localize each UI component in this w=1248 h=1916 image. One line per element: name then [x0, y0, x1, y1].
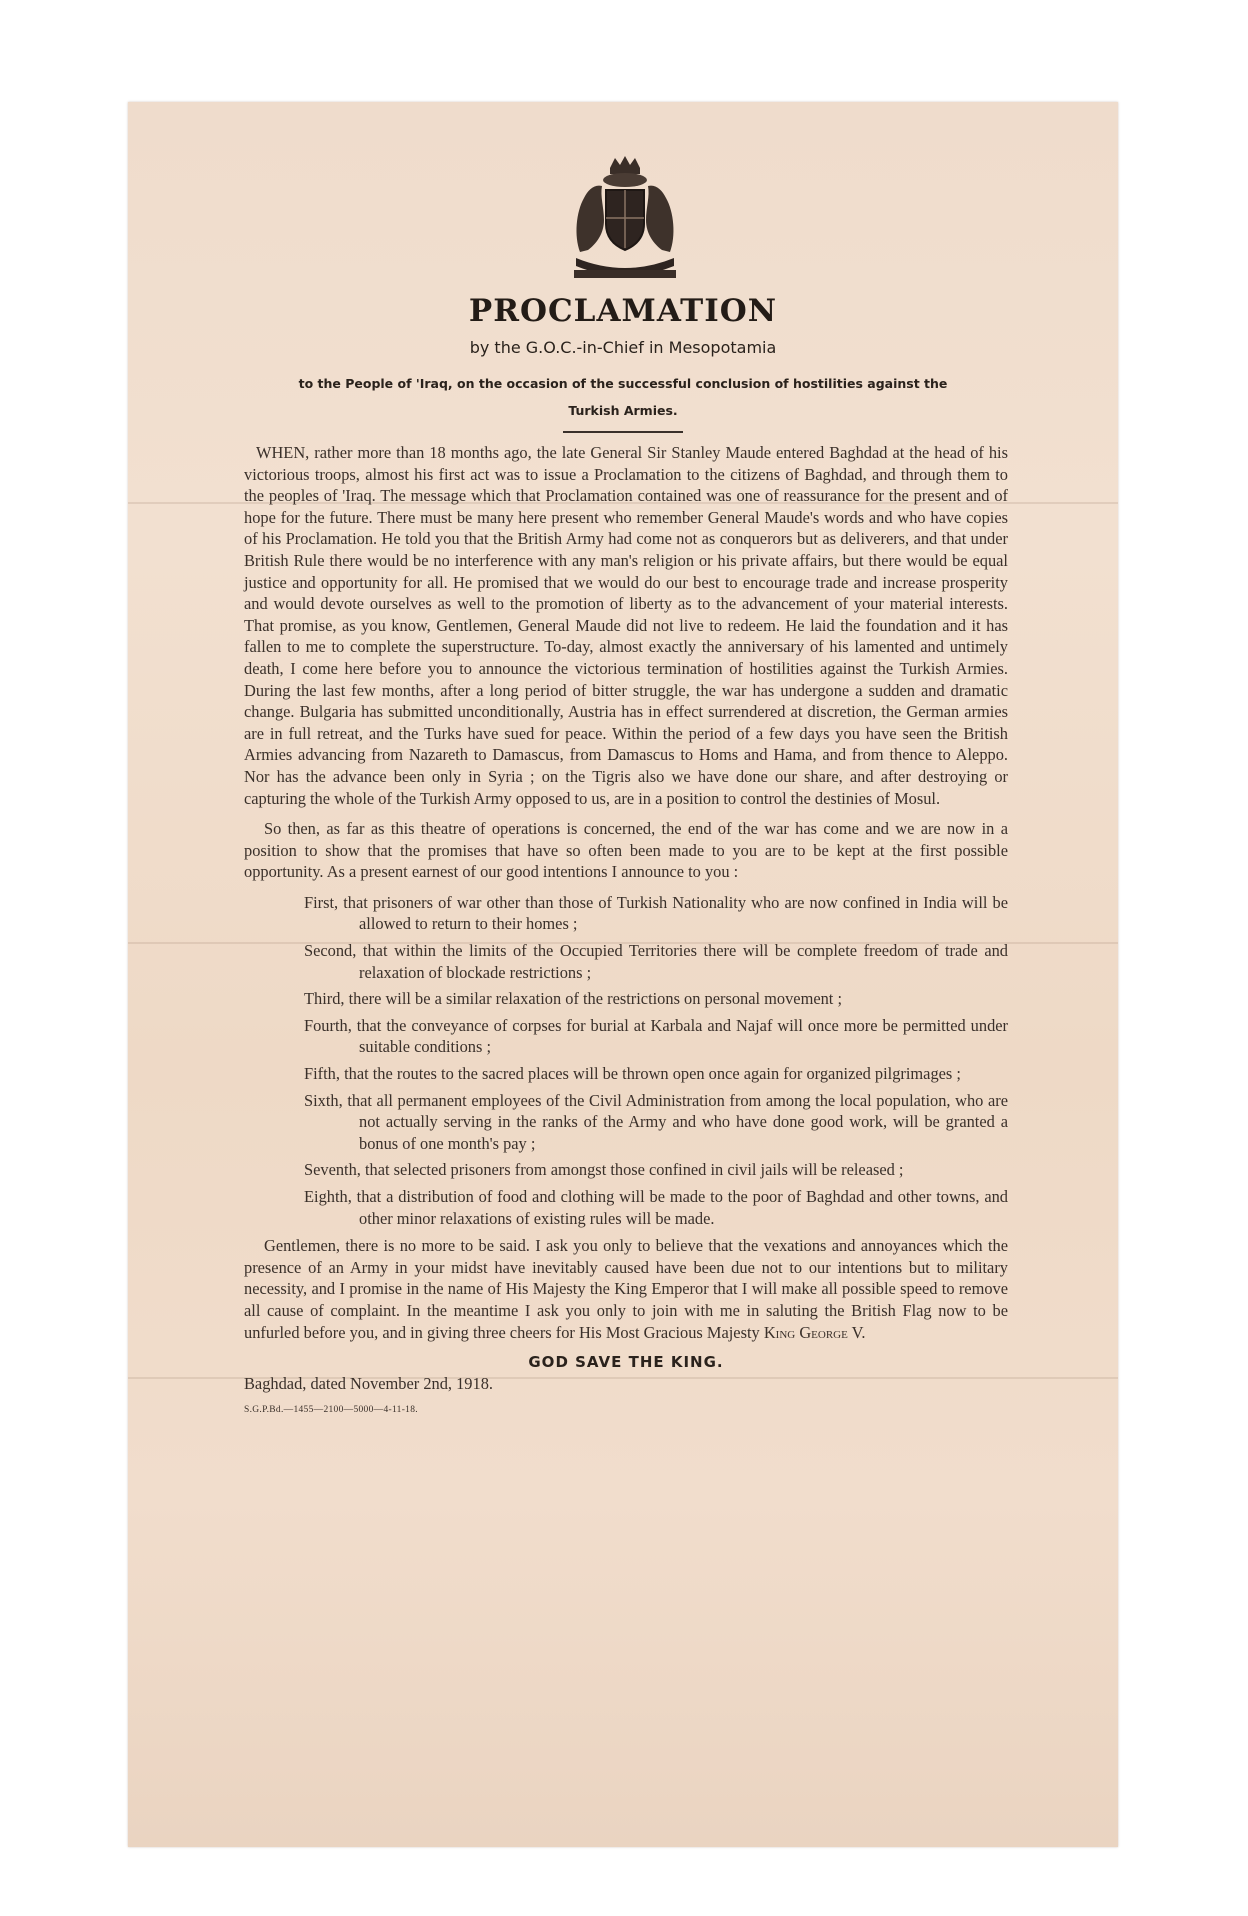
- closing-text: Gentlemen, there is no more to be said. I ask you only to believe that the vexations and annoyances which the presence of an Army in your midst have inevitably caused have been due not to our intentions but to military necessity, and I promise in the name of His Majesty the King Emperor that I will make all possible speed to remove all cause of complaint. In the meantime I ask you only to join with me in saluting the British Flag now to be unfurled before you, and in giving three cheers for His Most Gracious Majesty: [244, 1236, 1008, 1342]
- closing-paragraph: [244, 1235, 1008, 1343]
- clause-item: Eighth, that a distribution of food and clothing will be made to the poor of Baghdad and other towns, and other minor relaxations of existing rules will be made.: [304, 1187, 1008, 1228]
- clause-item: Fourth, that the conveyance of corpses for burial at Karbala and Najaf will once more be permitted under suitable conditions ;: [304, 1015, 1008, 1057]
- subtitle: by the G.O.C.-in-Chief in Mesopotamia: [469, 338, 777, 357]
- royal-coat-of-arms-icon: [570, 154, 680, 282]
- clause-item: Seventh, that selected prisoners from amongst those confined in civil jails will be released ;: [304, 1160, 904, 1180]
- body-paragraph: So then, as far as this theatre of operations is concerned, the end of the war has come and we are now in a position to show that the promises that have so often been made to you are to be kept at the first possible opportunity. As a present earnest of our good intentions I announce to you :: [244, 819, 1008, 882]
- clause-item: Third, there will be a similar relaxation of the restrictions on personal movement ;: [304, 989, 843, 1009]
- clause-item: First, that prisoners of war other than those of Turkish Nationality who are now confined in India will be allowed to return to their homes ;: [304, 892, 1008, 934]
- occasion-line: to the People of 'Iraq, on the occasion of the successful conclusion of hostilities against the Turkish Armies.: [298, 376, 948, 418]
- proclamation-sheet: [128, 102, 1118, 1847]
- body-paragraph: WHEN, rather more than 18 months ago, the late General Sir Stanley Maude entered Baghdad at the head of his victorious troops, almost his first act was to issue a Proclamation to the citizens of Baghdad, and through them to the peoples of 'Iraq. The message which that Proclamation contained was one of reassurance for the present and of hope for the future. There must be many here present who remember General Maude's words and who have copies of his Proclamation. He told you that the British Army had come not as conquerors but as deliverers, and that under British Rule there would be no interference with any man's religion or his private affairs, but there would be equal justice and opportunity for all. He promised that we would do our best to encourage trade and increase prosperity and would devote ourselves as well to the promotion of liberty as to the advancement of your material interests. That promise, as you know, Gentlemen, General Maude did not live to redeem. He laid the foundation and it has fallen to me to complete the superstructure. To-day, almost exactly the anniversary of his lamented and untimely death, I come here before you to announce the victorious termination of hostilities against the Turkish Armies. During the last few months, after a long period of bitter struggle, the war has undergone a sudden and dramatic change. Bulgaria has submitted unconditionally, Austria has in effect surrendered at discretion, the German armies are in full retreat, and the Turks have sued for peace. Within the period of a few days you have seen the British Armies advancing from Nazareth to Damascus, from Damascus to Homs and Hama, and from thence to Aleppo. Nor has the advance been only in Syria ; on the Tigris also we have done our share, and after destroying or capturing the whole of the Turkish Army opposed to us, are in a position to control the destinies of Mosul.: [244, 443, 1008, 808]
- god-save-the-king: GOD SAVE THE KING.: [528, 1353, 724, 1372]
- clause-item: Second, that within the limits of the Occupied Territories there will be complete freedom of trade and relaxation of blockade restrictions ;: [304, 941, 1008, 982]
- king-name: King George V.: [763, 1322, 866, 1342]
- proclamation-body: [244, 442, 1008, 1421]
- clause-item: Sixth, that all permanent employees of the Civil Administration from among the local population, who are not actually serving in the ranks of the Army and who have done good work, will be granted a bonus of one month's pay ;: [304, 1090, 1008, 1153]
- date-line: Baghdad, dated November 2nd, 1918.: [244, 1374, 493, 1394]
- clause-list: [244, 892, 1008, 1229]
- clause-item: Fifth, that the routes to the sacred places will be thrown open once again for organized pilgrimages ;: [304, 1064, 961, 1084]
- page-title: PROCLAMATION: [468, 293, 778, 329]
- title-rule: [563, 431, 683, 433]
- print-code: S.G.P.Bd.—1455—2100—5000—4-11-18.: [244, 1404, 418, 1415]
